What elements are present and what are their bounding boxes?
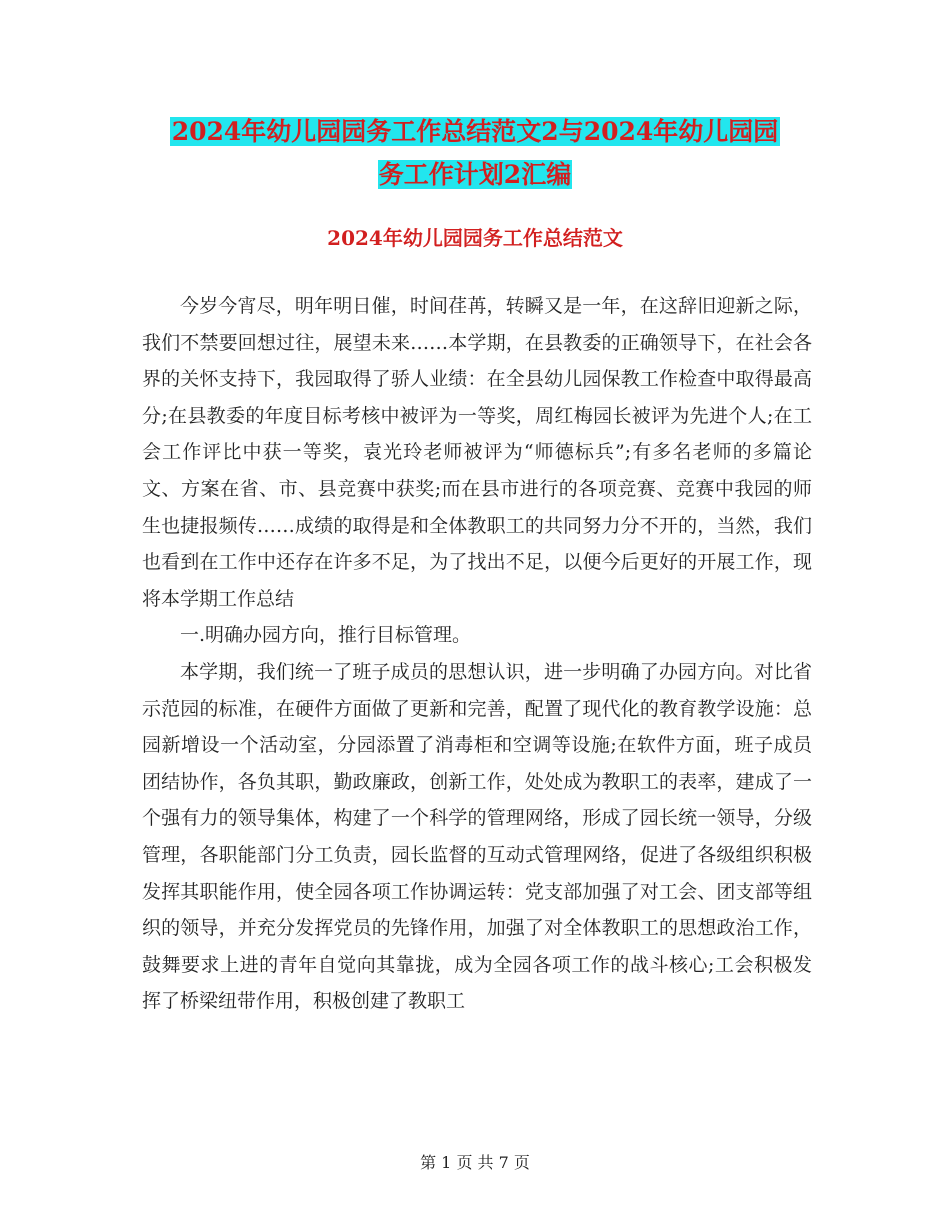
document-title-line-2: 务工作计划2汇编: [378, 160, 572, 189]
document-title-line-1: 2024年幼儿园园务工作总结范文2与2024年幼儿园园: [171, 117, 779, 146]
page-number-footer: 第 1 页 共 7 页: [420, 1153, 530, 1172]
paragraph-management: 本学期，我们统一了班子成员的思想认识，进一步明确了办园方向。对比省示范园的标准，在硬件方面做了更新和完善，配置了现代化的教育教学设施：总园新增设一个活动室，分园添置了消毒柜和空调等设施;在软件方面，班子成员团结协作，各负其职，勤政廉政，创新工作，处处成为教职工的表率，建成了一个强有力的领导集体，构建了一个科学的管理网络，形成了园长统一领导，分级管理，各职能部门分工负责，园长监督的互动式管理网络，促进了各级组织积极发挥其职能作用，使全园各项工作协调运转：党支部加强了对工会、团支部等组织的领导，并充分发挥党员的先锋作用，加强了对全体教职工的思想政治工作，鼓舞要求上进的青年自觉向其靠拢，成为全园各项工作的战斗核心;工会积极发挥了桥梁纽带作用，积极创建了教职工: [142, 660, 812, 1013]
paragraph-heading-1: 一.明确办园方向，推行目标管理。: [180, 624, 472, 647]
section-heading: 2024年幼儿园园务工作总结范文: [327, 226, 623, 250]
document-body: [142, 288, 812, 1020]
paragraph-intro: 今岁今宵尽，明年明日催，时间荏苒，转瞬又是一年，在这辞旧迎新之际，我们不禁要回想过往，展望未来……本学期，在县教委的正确领导下，在社会各界的关怀支持下，我园取得了骄人业绩：在全县幼儿园保教工作检查中取得最高分;在县教委的年度目标考核中被评为一等奖，周红梅园长被评为先进个人;在工会工作评比中获一等奖，袁光玲老师被评为“师德标兵”;有多名老师的多篇论文、方案在省、市、县竞赛中获奖;而在县市进行的各项竞赛、竞赛中我园的师生也捷报频传……成绩的取得是和全体教职工的共同努力分不开的，当然，我们也看到在工作中还存在许多不足，为了找出不足，以便今后更好的开展工作，现将本学期工作总结: [142, 295, 812, 610]
document-title: [0, 110, 950, 196]
